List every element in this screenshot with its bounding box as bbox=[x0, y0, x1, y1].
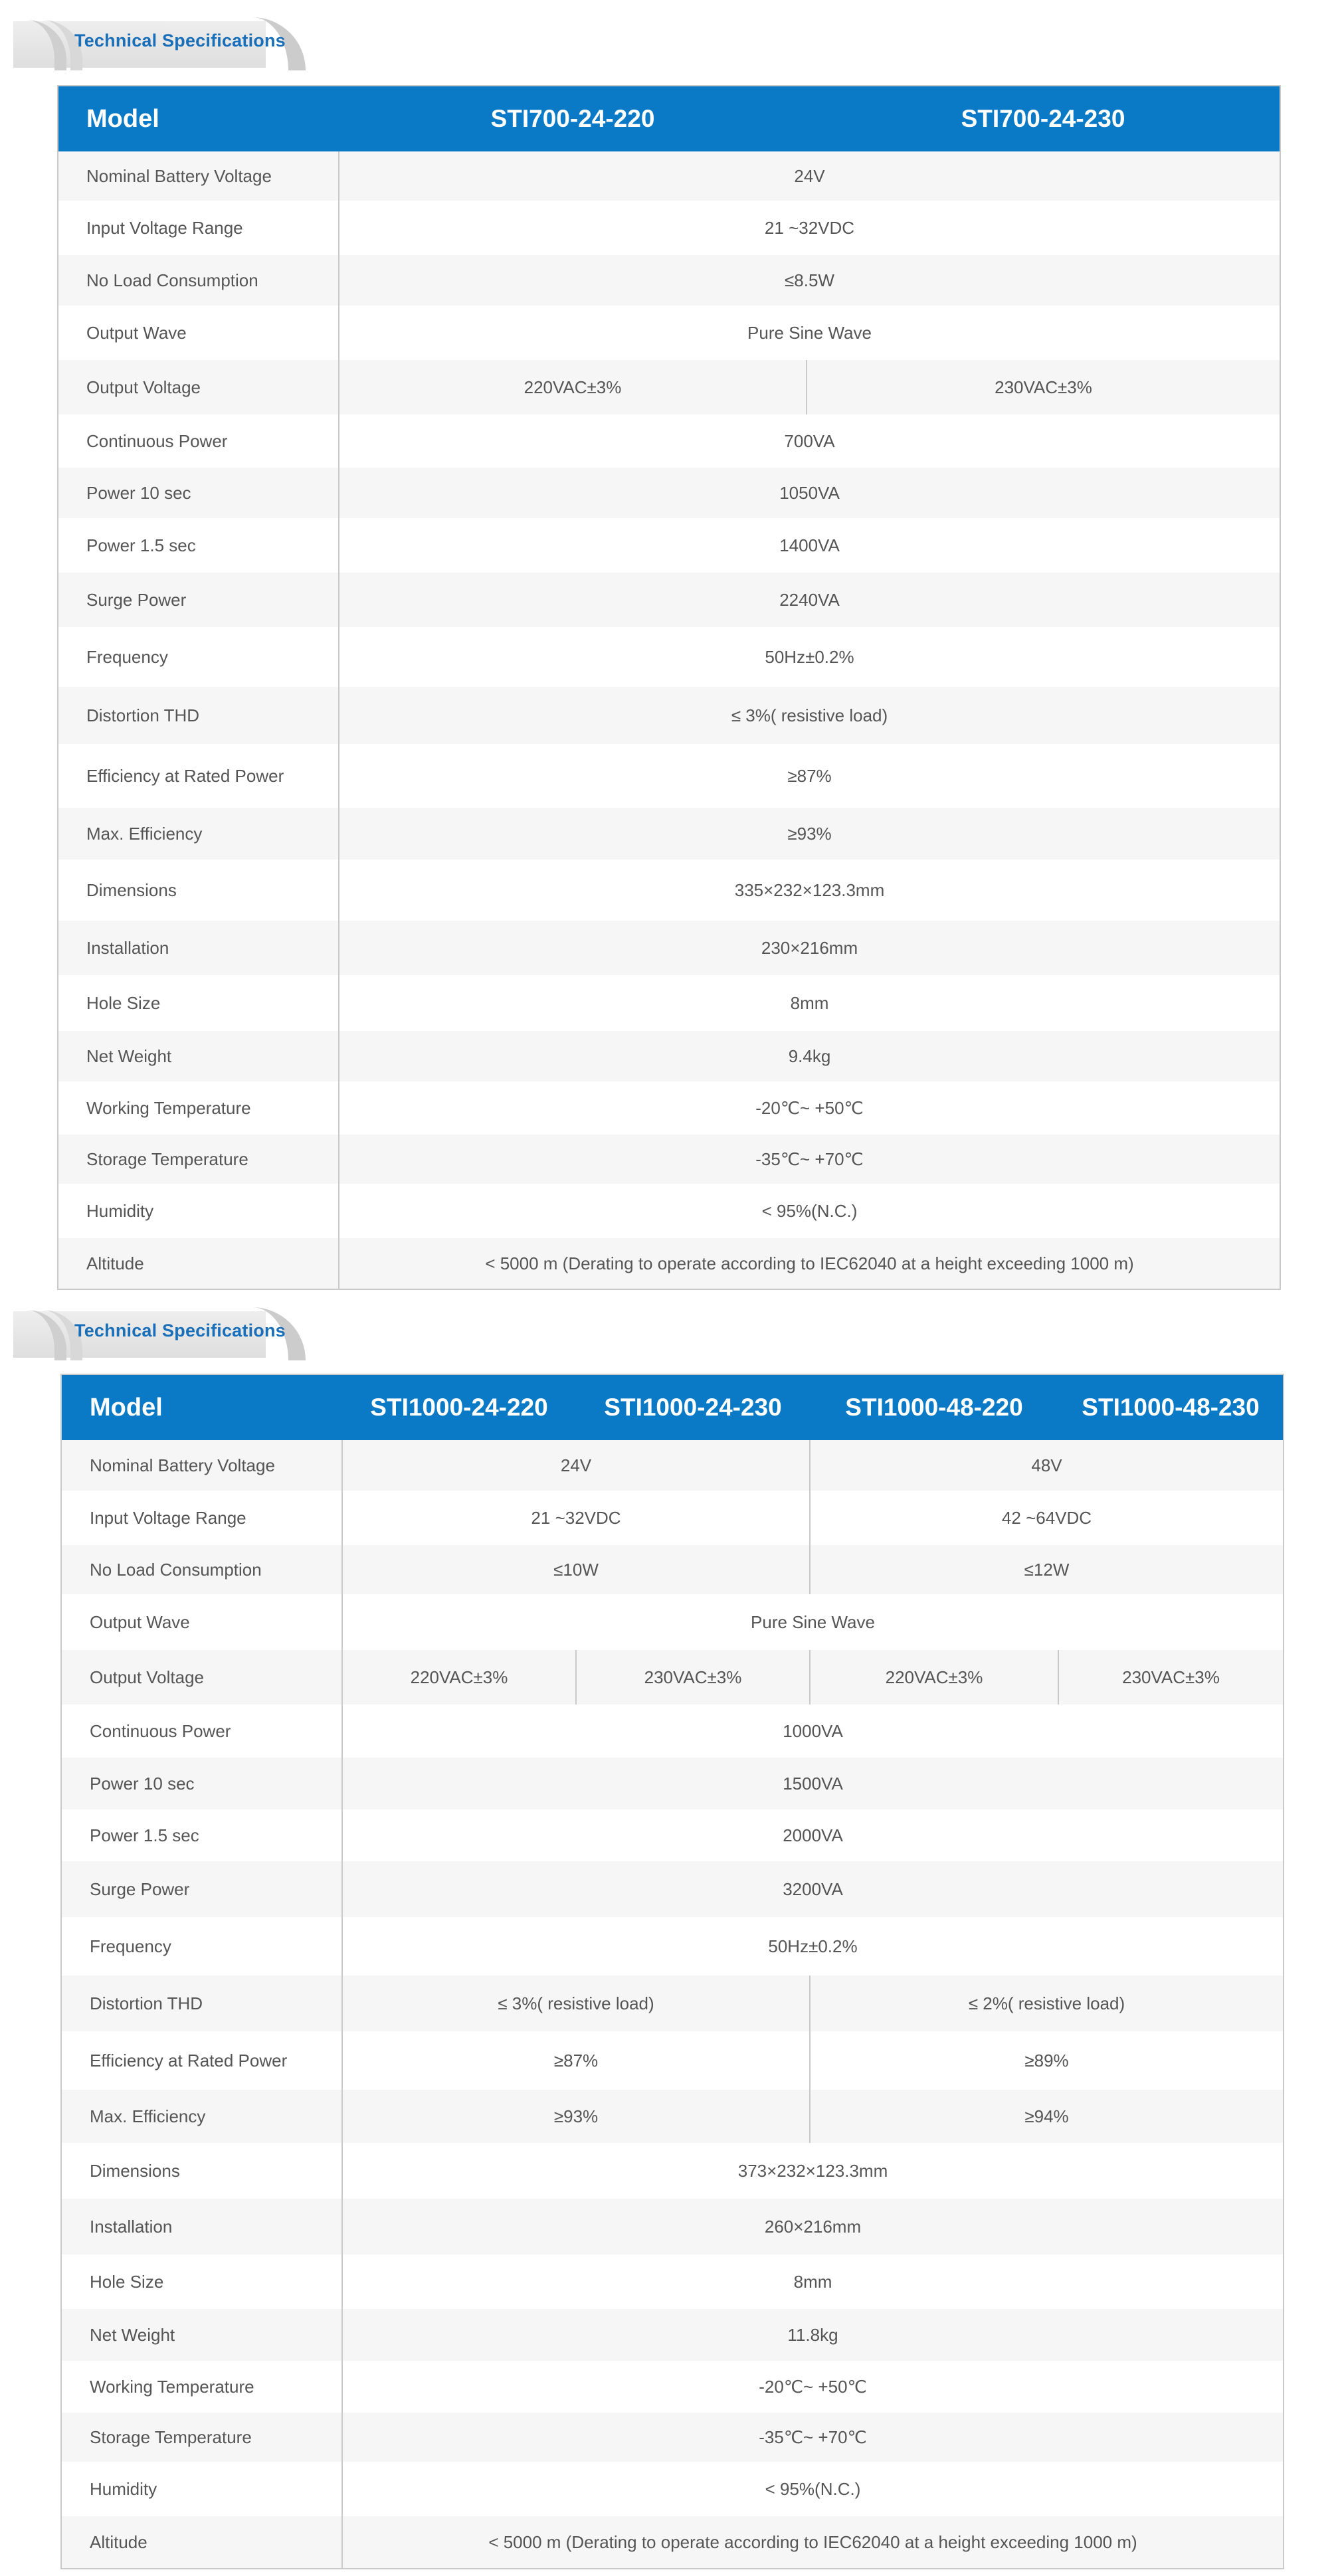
row-value: ≤12W bbox=[810, 1545, 1283, 1594]
header-model-name: STI700-24-220 bbox=[339, 86, 807, 151]
row-label: Nominal Battery Voltage bbox=[58, 151, 339, 201]
row-value: 230VAC±3% bbox=[807, 360, 1280, 414]
row-value: 230×216mm bbox=[339, 921, 1280, 975]
row-value: 3200VA bbox=[342, 1861, 1283, 1917]
row-label: Installation bbox=[58, 921, 339, 975]
table-row bbox=[62, 1440, 1283, 1491]
row-label: No Load Consumption bbox=[62, 1545, 342, 1594]
row-value: 220VAC±3% bbox=[342, 1650, 576, 1704]
row-value: 42 ~64VDC bbox=[1001, 1507, 1092, 1528]
row-value: 24V bbox=[342, 1440, 810, 1491]
table-row bbox=[62, 1491, 1283, 1545]
table-row bbox=[58, 306, 1280, 360]
table-row bbox=[62, 2462, 1283, 2516]
row-value: ≥87% bbox=[342, 2031, 810, 2090]
table-row bbox=[58, 360, 1280, 414]
row-value: ≥89% bbox=[1024, 2050, 1069, 2070]
row-label: Nominal Battery Voltage bbox=[62, 1440, 342, 1491]
table-header-row bbox=[62, 1375, 1283, 1440]
row-value: 220VAC±3% bbox=[339, 360, 807, 414]
row-value: 8mm bbox=[793, 2271, 832, 2292]
row-value: 48V bbox=[810, 1440, 1283, 1491]
row-value: ≥94% bbox=[810, 2090, 1283, 2143]
row-label: Humidity bbox=[62, 2462, 342, 2516]
row-label: Efficiency at Rated Power bbox=[58, 744, 339, 808]
table-row bbox=[58, 687, 1280, 744]
header-model-name: STI1000-24-220 bbox=[342, 1375, 576, 1440]
row-value: 220VAC±3% bbox=[810, 1650, 1058, 1704]
section-header-2 bbox=[13, 1307, 306, 1360]
row-value: 1400VA bbox=[779, 535, 840, 555]
table-row bbox=[62, 1704, 1283, 1758]
row-label: Input Voltage Range bbox=[58, 201, 339, 255]
row-label: Output Wave bbox=[58, 306, 339, 360]
row-value: ≤8.5W bbox=[339, 255, 1280, 306]
row-value: -35℃~ +70℃ bbox=[339, 1135, 1280, 1184]
row-value: Pure Sine Wave bbox=[747, 322, 872, 343]
table-row bbox=[62, 2361, 1283, 2413]
table-row bbox=[58, 468, 1280, 518]
row-value: 11.8kg bbox=[342, 2309, 1283, 2361]
row-label: Surge Power bbox=[58, 573, 339, 627]
row-value: < 5000 m (Derating to operate according to IEC62040 at a height exceeding 1000 m) bbox=[342, 2516, 1283, 2568]
table-row bbox=[62, 1917, 1283, 1976]
row-value: 260×216mm bbox=[342, 2199, 1283, 2254]
row-value: 9.4kg bbox=[339, 1031, 1280, 1081]
row-label: No Load Consumption bbox=[58, 255, 339, 306]
table-header-row bbox=[58, 86, 1280, 151]
row-label: Storage Temperature bbox=[62, 2413, 342, 2462]
row-value: 1500VA bbox=[342, 1758, 1283, 1809]
row-value: < 95%(N.C.) bbox=[761, 1200, 858, 1221]
header-model-name: STI1000-48-220 bbox=[810, 1375, 1058, 1440]
table-row bbox=[62, 2090, 1283, 2143]
row-label: Hole Size bbox=[58, 975, 339, 1031]
row-label: Power 10 sec bbox=[62, 1758, 342, 1809]
row-value: 21 ~32VDC bbox=[764, 217, 855, 238]
table-row bbox=[58, 518, 1280, 573]
row-label: Power 10 sec bbox=[58, 468, 339, 518]
table-row bbox=[58, 808, 1280, 860]
table-row bbox=[58, 151, 1280, 201]
spec-table-sti1000 bbox=[60, 1374, 1284, 2569]
table-row bbox=[58, 744, 1280, 808]
row-value: < 5000 m (Derating to operate according to IEC62040 at a height exceeding 1000 m) bbox=[339, 1238, 1280, 1289]
row-value: 373×232×123.3mm bbox=[737, 2160, 888, 2181]
row-value: ≥87% bbox=[787, 765, 832, 786]
table-row bbox=[58, 860, 1280, 921]
row-value: 21 ~32VDC bbox=[342, 1491, 810, 1545]
table-row bbox=[62, 2516, 1283, 2568]
row-value: 230VAC±3% bbox=[576, 1650, 810, 1704]
row-label: Continuous Power bbox=[58, 414, 339, 468]
table-row bbox=[62, 2309, 1283, 2361]
row-label: Working Temperature bbox=[58, 1081, 339, 1135]
row-value: 335×232×123.3mm bbox=[734, 879, 885, 900]
row-label: Frequency bbox=[58, 627, 339, 687]
row-label: Output Voltage bbox=[62, 1650, 342, 1704]
row-label: Surge Power bbox=[62, 1861, 342, 1917]
row-label: Altitude bbox=[58, 1238, 339, 1289]
row-label: Installation bbox=[62, 2199, 342, 2254]
row-label: Working Temperature bbox=[62, 2361, 342, 2413]
row-value: ≤ 2%( resistive load) bbox=[810, 1976, 1283, 2031]
row-label: Humidity bbox=[58, 1184, 339, 1238]
row-label: Altitude bbox=[62, 2516, 342, 2568]
row-label: Output Wave bbox=[62, 1594, 342, 1650]
row-label: Storage Temperature bbox=[58, 1135, 339, 1184]
row-value: 24V bbox=[339, 151, 1280, 201]
row-value: 50Hz±0.2% bbox=[768, 1936, 858, 1956]
header-model: Model bbox=[58, 86, 339, 151]
row-value: -35℃~ +70℃ bbox=[342, 2413, 1283, 2462]
table-row bbox=[58, 627, 1280, 687]
table-row bbox=[62, 2143, 1283, 2199]
table-row bbox=[58, 1238, 1280, 1289]
row-value: Pure Sine Wave bbox=[751, 1611, 875, 1632]
table-row bbox=[62, 1594, 1283, 1650]
table-row bbox=[58, 1135, 1280, 1184]
table-row bbox=[58, 975, 1280, 1031]
table-row bbox=[62, 1976, 1283, 2031]
row-value: 50Hz±0.2% bbox=[765, 646, 854, 667]
row-label: Power 1.5 sec bbox=[58, 518, 339, 573]
table-row bbox=[58, 1184, 1280, 1238]
header-model-name: STI700-24-230 bbox=[807, 86, 1280, 151]
table-row bbox=[58, 573, 1280, 627]
header-model: Model bbox=[62, 1375, 342, 1440]
row-label: Distortion THD bbox=[58, 687, 339, 744]
row-label: Max. Efficiency bbox=[62, 2090, 342, 2143]
section-title: Technical Specifications bbox=[74, 1321, 286, 1340]
table-row bbox=[58, 201, 1280, 255]
table-row bbox=[62, 1809, 1283, 1861]
row-label: Efficiency at Rated Power bbox=[62, 2031, 342, 2090]
table-row bbox=[58, 921, 1280, 975]
header-model-name: STI1000-48-230 bbox=[1058, 1375, 1283, 1440]
table-row bbox=[62, 1545, 1283, 1594]
table-row bbox=[58, 1031, 1280, 1081]
row-value: ≤ 3%( resistive load) bbox=[339, 687, 1280, 744]
row-label: Max. Efficiency bbox=[58, 808, 339, 860]
row-label: Hole Size bbox=[62, 2254, 342, 2309]
row-value: ≥93% bbox=[339, 808, 1280, 860]
header-model-name: STI1000-24-230 bbox=[576, 1375, 810, 1440]
row-value: 230VAC±3% bbox=[1058, 1650, 1283, 1704]
table-row bbox=[58, 1081, 1280, 1135]
row-value: 2240VA bbox=[339, 573, 1280, 627]
row-value: -20℃~ +50℃ bbox=[759, 2376, 867, 2397]
row-value: 700VA bbox=[784, 430, 835, 451]
table-row bbox=[62, 1650, 1283, 1704]
row-label: Net Weight bbox=[62, 2309, 342, 2361]
row-value: < 95%(N.C.) bbox=[765, 2478, 861, 2499]
table-row bbox=[62, 2199, 1283, 2254]
row-label: Input Voltage Range bbox=[62, 1491, 342, 1545]
table-row bbox=[58, 255, 1280, 306]
row-label: Output Voltage bbox=[58, 360, 339, 414]
row-value: ≤ 3%( resistive load) bbox=[342, 1976, 810, 2031]
row-label: Distortion THD bbox=[62, 1976, 342, 2031]
row-label: Dimensions bbox=[58, 860, 339, 921]
row-label: Power 1.5 sec bbox=[62, 1809, 342, 1861]
row-value: 2000VA bbox=[783, 1825, 843, 1845]
section-header-1 bbox=[13, 17, 306, 70]
row-label: Frequency bbox=[62, 1917, 342, 1976]
table-row bbox=[62, 1758, 1283, 1809]
table-row bbox=[62, 1861, 1283, 1917]
row-value: ≤10W bbox=[342, 1545, 810, 1594]
row-label: Continuous Power bbox=[62, 1704, 342, 1758]
row-value: -20℃~ +50℃ bbox=[755, 1097, 864, 1118]
row-value: 8mm bbox=[790, 992, 829, 1013]
table-row bbox=[62, 2254, 1283, 2309]
row-value: 1000VA bbox=[783, 1720, 843, 1741]
row-label: Dimensions bbox=[62, 2143, 342, 2199]
table-row bbox=[62, 2031, 1283, 2090]
section-title: Technical Specifications bbox=[74, 31, 286, 50]
row-value: ≥93% bbox=[342, 2090, 810, 2143]
row-label: Net Weight bbox=[58, 1031, 339, 1081]
row-value: 1050VA bbox=[339, 468, 1280, 518]
table-row bbox=[62, 2413, 1283, 2462]
spec-table-sti700 bbox=[57, 85, 1281, 1290]
table-row bbox=[58, 414, 1280, 468]
